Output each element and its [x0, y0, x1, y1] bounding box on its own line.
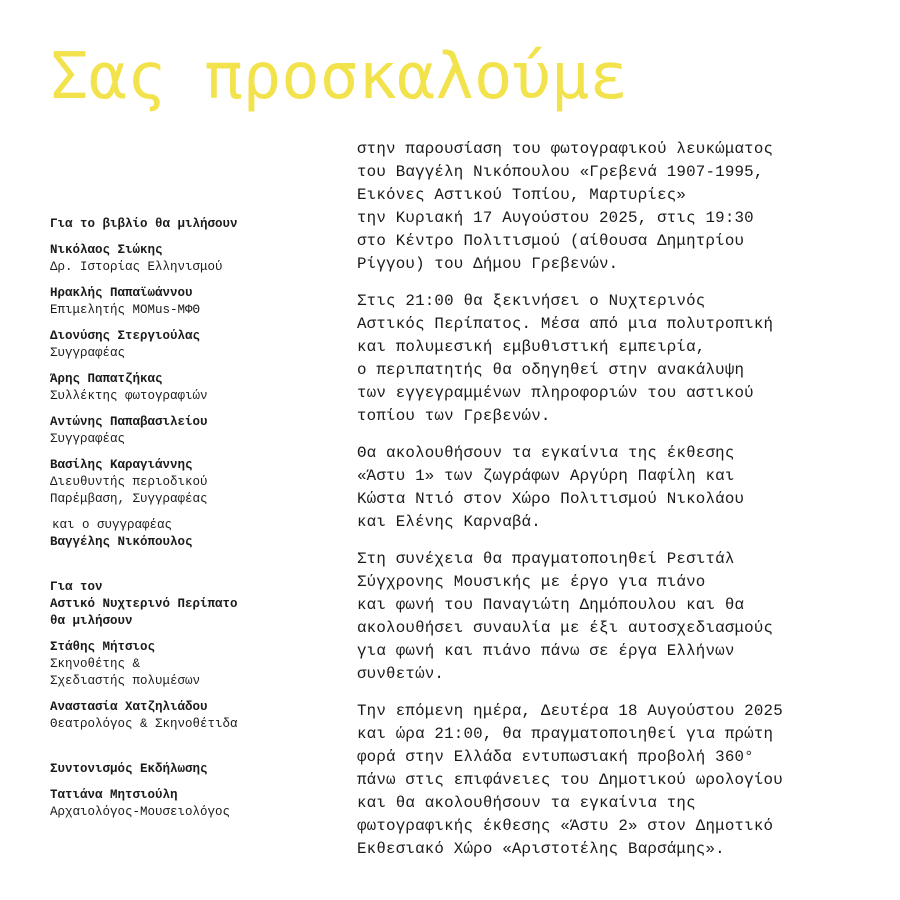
speaker — [50, 457, 340, 508]
paragraph-presentation — [357, 138, 877, 276]
paragraph-line: Αστικός Περίπατος. Μέσα από μια πολυτροπική — [357, 315, 774, 333]
speaker-role: Σκηνοθέτης & — [50, 657, 141, 671]
speaker — [50, 787, 340, 821]
speaker-name: Ηρακλής Παπαϊωάννου — [50, 286, 193, 300]
speaker-name: Στάθης Μήτσιος — [50, 640, 156, 654]
speaker-role: Αρχαιολόγος-Μουσειολόγος — [50, 805, 231, 819]
book-speakers-section — [50, 216, 340, 551]
speaker-role: Συγγραφέας — [50, 346, 126, 360]
paragraph-recital — [357, 548, 877, 686]
paragraph-line: ο περιπατητής θα οδηγηθεί στην ανακάλυψη — [357, 361, 745, 379]
paragraph-line: «Άστυ 1» των ζωγράφων Αργύρη Παφίλη και — [357, 467, 735, 485]
paragraph-line: και Ελένης Καρναβά. — [357, 513, 541, 531]
speaker-role: Διευθυντής περιοδικού — [50, 475, 208, 489]
speaker-role: Σχεδιαστής πολυμέσων — [50, 674, 201, 688]
speaker-name: Άρης Παπατζήκας — [50, 372, 163, 386]
speaker-role: Συγγραφέας — [50, 432, 126, 446]
speaker-name: Τατιάνα Μητσιούλη — [50, 788, 178, 802]
paragraph-projection — [357, 700, 877, 861]
paragraph-line: τοπίου των Γρεβενών. — [357, 407, 551, 425]
paragraph-line: Στη συνέχεια θα πραγματοποιηθεί Ρεσιτάλ — [357, 550, 735, 568]
paragraph-line: φωτογραφικής έκθεσης «Άστυ 2» στον Δημοτικό — [357, 817, 774, 835]
speaker — [50, 371, 340, 405]
paragraph-line: Θα ακολουθήσουν τα εγκαίνια της έκθεσης — [357, 444, 735, 462]
paragraph-night-walk — [357, 290, 877, 428]
paragraph-line: και θα ακολουθήσουν τα εγκαίνια της — [357, 794, 696, 812]
paragraph-line: Κώστα Ντιό στον Χώρο Πολιτισμού Νικολάου — [357, 490, 745, 508]
speaker — [50, 639, 340, 690]
paragraph-line: στο Κέντρο Πολιτισμού (αίθουσα Δημητρίου — [357, 232, 745, 250]
paragraph-line: στην παρουσίαση του φωτογραφικού λευκώματος — [357, 140, 774, 158]
walk-speakers-section — [50, 579, 340, 733]
paragraph-line: την Κυριακή 17 Αυγούστου 2025, στις 19:30 — [357, 209, 754, 227]
section-spacer — [50, 551, 340, 579]
paragraph-line: και πολυμεσική εμβυθιστική εμπειρία, — [357, 338, 706, 356]
speaker-name: Βασίλης Καραγιάννης — [50, 458, 193, 472]
speakers-sidebar — [50, 216, 340, 821]
paragraph-line: του Βαγγέλη Νικόπουλου «Γρεβενά 1907-1995, — [357, 163, 764, 181]
paragraph-line: φορά στην Ελλάδα εντυπωσιακή προβολή 360° — [357, 748, 754, 766]
paragraph-line: συνθετών. — [357, 665, 445, 683]
speaker-role: Θεατρολόγος & Σκηνοθέτιδα — [50, 717, 238, 731]
paragraph-line: Σύγχρονης Μουσικής με έργο για πιάνο — [357, 573, 706, 591]
paragraph-line: και φωνή του Παναγιώτη Δημόπουλου και θα — [357, 596, 745, 614]
speaker — [50, 699, 340, 733]
paragraph-line: Στις 21:00 θα ξεκινήσει ο Νυχτερινός — [357, 292, 706, 310]
paragraph-line: και ώρα 21:00, θα πραγματοποιηθεί για πρώτη — [357, 725, 774, 743]
section-heading-line: Για τον — [50, 580, 103, 594]
speaker-role: Δρ. Ιστορίας Ελληνισμού — [50, 260, 223, 274]
section-heading: Για το βιβλίο θα μιλήσουν — [50, 217, 238, 231]
paragraph-line: πάνω στις επιφάνειες του Δημοτικού ωρολογίου — [357, 771, 783, 789]
author-intro: και ο συγγραφέας — [52, 518, 173, 532]
invitation-body — [357, 138, 877, 875]
speaker — [50, 285, 340, 319]
author-credit — [50, 517, 340, 551]
paragraph-line: των εγγεγραμμένων πληροφοριών του αστικού — [357, 384, 754, 402]
author-name: Βαγγέλης Νικόπουλος — [50, 535, 193, 549]
paragraph-line: Εκθεσιακό Χώρο «Αριστοτέλης Βαρσάμης». — [357, 840, 725, 858]
page-title: Σας προσκαλούμε — [50, 40, 628, 114]
paragraph-line: Την επόμενη ημέρα, Δευτέρα 18 Αυγούστου 2025 — [357, 702, 783, 720]
section-heading-line: Αστικό Νυχτερινό Περίπατο — [50, 597, 238, 611]
paragraph-line: για φωνή και πιάνο πάνω σε έργα Ελλήνων — [357, 642, 735, 660]
speaker-name: Νικόλαος Σιώκης — [50, 243, 163, 257]
paragraph-line: Εικόνες Αστικού Τοπίου, Μαρτυρίες» — [357, 186, 687, 204]
speaker — [50, 414, 340, 448]
speaker-role: Συλλέκτης φωτογραφιών — [50, 389, 208, 403]
section-heading — [50, 579, 340, 630]
paragraph-line: ακολουθήσει συναυλία με έξι αυτοσχεδιασμούς — [357, 619, 774, 637]
speaker-name: Αντώνης Παπαβασιλείου — [50, 415, 208, 429]
speaker-name: Αναστασία Χατζηλιάδου — [50, 700, 208, 714]
speaker-role: Παρέμβαση, Συγγραφέας — [50, 492, 208, 506]
coordination-section — [50, 761, 340, 821]
section-heading-line: θα μιλήσουν — [50, 614, 133, 628]
speaker-name: Διονύσης Στεργιούλας — [50, 329, 201, 343]
paragraph-exhibition-1 — [357, 442, 877, 534]
speaker-role: Επιμελητής MOMus-ΜΦΘ — [50, 303, 201, 317]
section-heading: Συντονισμός Εκδήλωσης — [50, 762, 208, 776]
section-spacer — [50, 733, 340, 761]
paragraph-line: Ρίγγου) του Δήμου Γρεβενών. — [357, 255, 619, 273]
speaker — [50, 242, 340, 276]
speaker — [50, 328, 340, 362]
